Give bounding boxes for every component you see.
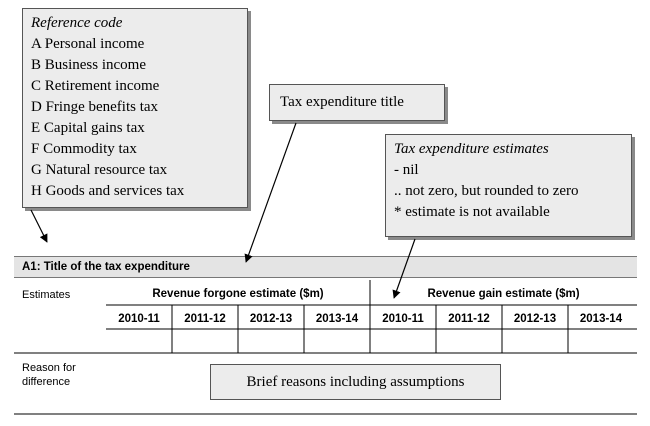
year-header: 2010-11 bbox=[382, 313, 424, 325]
reference-code-item: D Fringe benefits tax bbox=[31, 99, 159, 115]
year-header: 2012-13 bbox=[513, 313, 557, 325]
year-header: 2010-11 bbox=[118, 313, 160, 325]
reference-code-heading: Reference code bbox=[31, 15, 123, 31]
reference-code-item: H Goods and services tax bbox=[31, 183, 185, 199]
table-grid bbox=[14, 280, 637, 414]
estimates-callout-item: - nil bbox=[394, 162, 419, 178]
reference-code-item: G Natural resource tax bbox=[31, 162, 168, 178]
estimates-callout-item: * estimate is not available bbox=[394, 204, 550, 220]
title-callout-text: Tax expenditure title bbox=[280, 94, 404, 110]
estimates-arrow bbox=[394, 239, 415, 298]
year-header: 2013-14 bbox=[579, 313, 623, 325]
reference-arrow bbox=[31, 210, 47, 242]
revenue-gain-header: Revenue gain estimate ($m) bbox=[427, 288, 580, 300]
reason-label-line1: Reason for bbox=[22, 362, 76, 374]
revenue-forgone-header: Revenue forgone estimate ($m) bbox=[152, 288, 324, 300]
section-title: A1: Title of the tax expenditure bbox=[22, 261, 190, 273]
reference-code-item: F Commodity tax bbox=[31, 141, 137, 157]
reference-code-item: B Business income bbox=[31, 57, 146, 73]
reference-code-item: E Capital gains tax bbox=[31, 120, 145, 136]
reference-code-item: C Retirement income bbox=[31, 78, 160, 94]
title-arrow bbox=[246, 123, 296, 262]
year-header: 2013-14 bbox=[315, 313, 359, 325]
reason-text: Brief reasons including assumptions bbox=[246, 374, 465, 390]
estimates-callout-heading: Tax expenditure estimates bbox=[394, 141, 549, 157]
reference-code-item: A Personal income bbox=[31, 36, 145, 52]
estimates-label: Estimates bbox=[22, 289, 71, 301]
year-header: 2011-12 bbox=[448, 313, 490, 325]
estimates-callout-item: .. not zero, but rounded to zero bbox=[394, 183, 579, 199]
year-header: 2011-12 bbox=[184, 313, 226, 325]
reason-label-line2: difference bbox=[22, 376, 71, 388]
year-header: 2012-13 bbox=[249, 313, 293, 325]
